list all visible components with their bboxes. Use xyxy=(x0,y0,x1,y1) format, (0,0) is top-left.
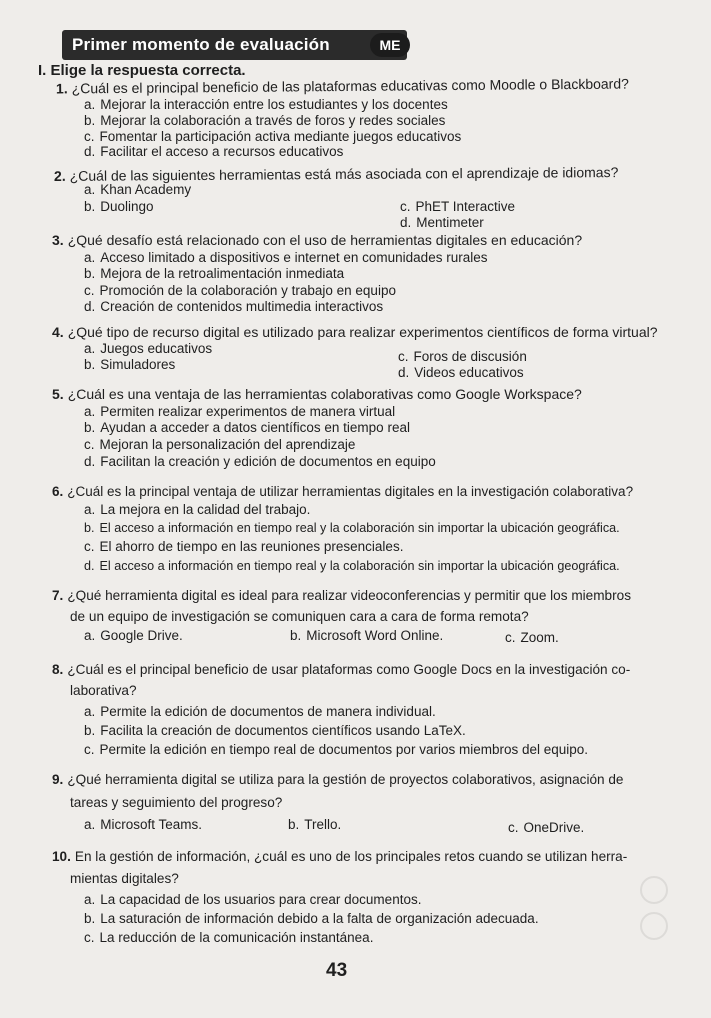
question-8-option-b[interactable]: b. Facilita la creación de documentos científicos usando LaTeX. xyxy=(84,723,466,738)
question-1 xyxy=(56,76,629,98)
question-5-option-b[interactable]: b. Ayudan a acceder a datos científicos en tiempo real xyxy=(84,420,410,435)
question-9-option-b[interactable]: b. Trello. xyxy=(288,817,342,832)
question-10-option-a[interactable]: a. La capacidad de los usuarios para crear documentos. xyxy=(84,892,422,907)
question-number: 1. xyxy=(55,80,68,97)
question-9-option-c[interactable]: c. OneDrive. xyxy=(508,820,585,835)
question-7-option-c[interactable]: c. Zoom. xyxy=(505,630,559,645)
question-text: ¿Cuál es el principal beneficio de las plataformas educativas como Moodle o Blackboard? xyxy=(71,75,629,97)
bleed-through-circle-decoration xyxy=(640,912,668,940)
question-8-option-a[interactable]: a. Permite la edición de documentos de manera individual. xyxy=(84,704,436,719)
header-title: Primer momento de evaluación xyxy=(72,35,330,54)
question-5: 5. ¿Cuál es una ventaja de las herramientas colaborativas como Google Workspace? xyxy=(52,386,582,402)
question-4: 4. ¿Qué tipo de recurso digital es utilizado para realizar experimentos científicos de forma virtual? xyxy=(52,324,658,340)
bleed-through-circle-decoration xyxy=(640,876,668,904)
question-2: 2. ¿Cuál de las siguientes herramientas está más asociada con el aprendizaje de idiomas? xyxy=(53,164,619,184)
question-7: 7. ¿Qué herramienta digital es ideal para realizar videoconferencias y permitir que los miembros xyxy=(52,588,631,603)
question-3-option-b[interactable]: b. Mejora de la retroalimentación inmediata xyxy=(84,266,345,281)
question-2-option-a[interactable]: a. Khan Academy xyxy=(84,182,192,197)
question-3: 3. ¿Qué desafío está relacionado con el uso de herramientas digitales en educación? xyxy=(52,232,583,248)
question-9-continuation: tareas y seguimiento del progreso? xyxy=(70,795,283,810)
question-6-option-c[interactable]: c. El ahorro de tiempo en las reuniones presenciales. xyxy=(84,539,404,554)
question-1-option-c[interactable]: c. Fomentar la participación activa mediante juegos educativos xyxy=(84,129,462,144)
question-2-option-d[interactable]: d. Mentimeter xyxy=(400,215,484,230)
question-8: 8. ¿Cuál es el principal beneficio de usar plataformas como Google Docs en la investigación co- xyxy=(52,662,631,677)
question-2-option-c[interactable]: c. PhET Interactive xyxy=(400,199,516,214)
question-4-option-b[interactable]: b. Simuladores xyxy=(84,357,176,372)
question-5-option-c[interactable]: c. Mejoran la personalización del aprendizaje xyxy=(84,437,356,452)
question-4-option-d[interactable]: d. Videos educativos xyxy=(398,365,524,380)
question-1-option-a[interactable]: a. Mejorar la interacción entre los estudiantes y los docentes xyxy=(84,97,448,112)
question-6-option-b[interactable]: b. El acceso a información en tiempo real y la colaboración sin importar la ubicación geográfica. xyxy=(84,521,620,535)
question-10: 10. En la gestión de información, ¿cuál es uno de los principales retos cuando se utilizan herra- xyxy=(52,849,628,864)
question-3-option-d[interactable]: d. Creación de contenidos multimedia interactivos xyxy=(84,299,384,314)
question-1-option-d[interactable]: d. Facilitar el acceso a recursos educativos xyxy=(84,144,344,159)
question-5-option-a[interactable]: a. Permiten realizar experimentos de manera virtual xyxy=(84,404,396,419)
question-7-option-b[interactable]: b. Microsoft Word Online. xyxy=(290,628,444,643)
question-6-option-d[interactable]: d. El acceso a información en tiempo real y la colaboración sin importar la ubicación geográfica. xyxy=(84,559,620,573)
question-9: 9. ¿Qué herramienta digital se utiliza para la gestión de proyectos colaborativos, asignación de xyxy=(52,772,624,787)
question-9-option-a[interactable]: a. Microsoft Teams. xyxy=(84,817,203,832)
question-1-option-b[interactable]: b. Mejorar la colaboración a través de foros y redes sociales xyxy=(84,113,446,128)
question-6: 6. ¿Cuál es la principal ventaja de utilizar herramientas digitales en la investigación colaborativa? xyxy=(52,484,634,499)
page-number: 43 xyxy=(326,960,348,981)
question-4-option-a[interactable]: a. Juegos educativos xyxy=(84,341,213,356)
question-7-continuation: de un equipo de investigación se comuniquen cara a cara de forma remota? xyxy=(70,609,529,624)
section-title: I. Elige la respuesta correcta. xyxy=(38,62,246,79)
question-3-option-a[interactable]: a. Acceso limitado a dispositivos e internet en comunidades rurales xyxy=(84,250,488,265)
question-5-option-d[interactable]: d. Facilitan la creación y edición de documentos en equipo xyxy=(84,454,436,469)
question-10-option-c[interactable]: c. La reducción de la comunicación instantánea. xyxy=(84,930,374,945)
question-7-option-a[interactable]: a. Google Drive. xyxy=(84,628,183,643)
question-4-option-c[interactable]: c. Foros de discusión xyxy=(398,349,527,364)
header-badge: ME xyxy=(370,33,410,57)
question-2-option-b[interactable]: b. Duolingo xyxy=(84,199,154,214)
question-6-option-a[interactable]: a. La mejora en la calidad del trabajo. xyxy=(84,502,311,517)
header-banner xyxy=(62,30,407,60)
question-10-continuation: mientas digitales? xyxy=(70,871,179,886)
question-3-option-c[interactable]: c. Promoción de la colaboración y trabajo en equipo xyxy=(84,283,396,298)
question-8-continuation: laborativa? xyxy=(70,683,137,698)
question-10-option-b[interactable]: b. La saturación de información debido a la falta de organización adecuada. xyxy=(84,911,539,926)
question-8-option-c[interactable]: c. Permite la edición en tiempo real de documentos por varios miembros del equipo. xyxy=(84,742,589,757)
